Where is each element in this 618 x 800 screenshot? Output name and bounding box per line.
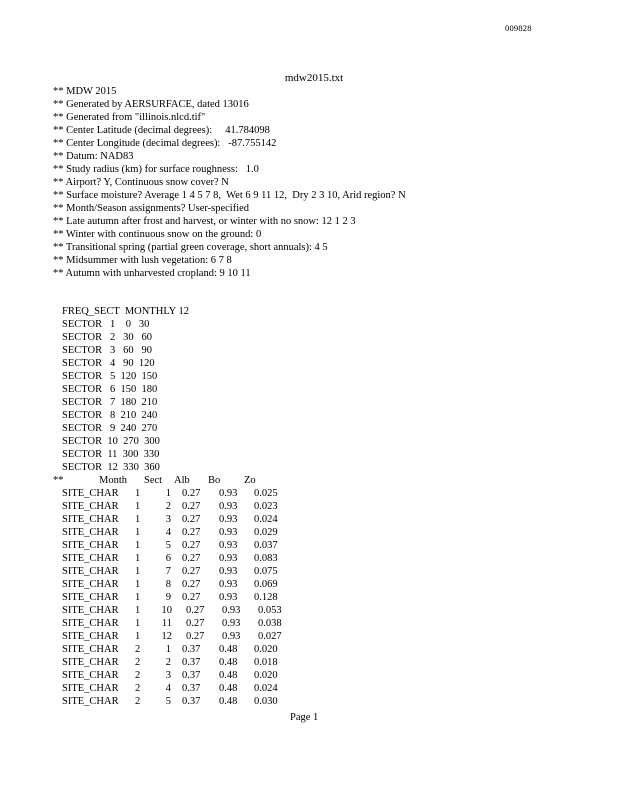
cell-alb: 0.37	[182, 670, 201, 681]
site-char-label: SITE_CHAR	[62, 696, 119, 707]
cell-sect: 5	[165, 696, 171, 707]
site-char-table	[62, 487, 302, 708]
sector-line: SECTOR 8 210 240	[62, 410, 158, 421]
cell-month: 1	[135, 618, 141, 629]
cell-zo: 0.128	[254, 592, 278, 603]
cell-bo: 0.93	[219, 553, 238, 564]
cell-month: 1	[135, 514, 141, 525]
cell-alb: 0.27	[182, 527, 201, 538]
sector-line: SECTOR 7 180 210	[62, 397, 158, 408]
sector-line: SECTOR 11 300 330	[62, 449, 160, 460]
header-line: ** Month/Season assignments? User-specified	[53, 203, 250, 214]
table-row	[62, 578, 302, 591]
cell-bo: 0.48	[219, 683, 238, 694]
header-line: ** Transitional spring (partial green coverage, short annuals): 4 5	[53, 242, 328, 253]
cell-bo: 0.93	[222, 631, 241, 642]
cell-month: 1	[135, 540, 141, 551]
table-row	[62, 656, 302, 669]
cell-zo: 0.030	[254, 696, 278, 707]
cell-zo: 0.069	[254, 579, 278, 590]
header-line: ** Generated by AERSURFACE, dated 13016	[53, 99, 249, 110]
cell-sect: 8	[165, 579, 171, 590]
cell-zo: 0.018	[254, 657, 278, 668]
cell-alb: 0.37	[182, 657, 201, 668]
header-line: ** Midsummer with lush vegetation: 6 7 8	[53, 255, 232, 266]
site-char-label: SITE_CHAR	[62, 683, 119, 694]
cell-bo: 0.93	[219, 514, 238, 525]
sector-line: SECTOR 2 30 60	[62, 332, 152, 343]
cell-month: 1	[135, 501, 141, 512]
site-char-label: SITE_CHAR	[62, 644, 119, 655]
cell-zo: 0.037	[254, 540, 278, 551]
cell-month: 2	[135, 696, 141, 707]
sector-line: SECTOR 3 60 90	[62, 345, 152, 356]
cell-sect: 11	[161, 618, 172, 629]
site-char-label: SITE_CHAR	[62, 540, 119, 551]
cell-sect: 5	[165, 540, 171, 551]
cell-month: 1	[135, 566, 141, 577]
cell-zo: 0.024	[254, 683, 278, 694]
site-char-label: SITE_CHAR	[62, 527, 119, 538]
sector-line: SECTOR 4 90 120	[62, 358, 155, 369]
header-line: ** Airport? Y, Continuous snow cover? N	[53, 177, 229, 188]
cell-sect: 3	[165, 514, 171, 525]
cell-alb: 0.27	[182, 540, 201, 551]
cell-alb: 0.27	[182, 592, 201, 603]
site-char-label: SITE_CHAR	[62, 566, 119, 577]
site-char-label: SITE_CHAR	[62, 618, 119, 629]
header-line: ** Late autumn after frost and harvest, or winter with no snow: 12 1 2 3	[53, 216, 356, 227]
header-line: ** Center Latitude (decimal degrees): 41.784098	[53, 125, 270, 136]
cell-zo: 0.083	[254, 553, 278, 564]
header-line: ** Study radius (km) for surface roughness: 1.0	[53, 164, 259, 175]
cell-alb: 0.37	[182, 696, 201, 707]
site-char-label: SITE_CHAR	[62, 488, 119, 499]
cell-sect: 4	[165, 527, 171, 538]
cell-bo: 0.93	[219, 527, 238, 538]
cell-month: 1	[135, 592, 141, 603]
header-line: ** MDW 2015	[53, 86, 117, 97]
cell-alb: 0.27	[186, 618, 205, 629]
header-line: ** Datum: NAD83	[53, 151, 134, 162]
site-char-label: SITE_CHAR	[62, 514, 119, 525]
cell-bo: 0.93	[219, 592, 238, 603]
table-row	[62, 630, 302, 643]
cell-zo: 0.023	[254, 501, 278, 512]
header-line: ** Center Longitude (decimal degrees): -87.755142	[53, 138, 277, 149]
cell-zo: 0.029	[254, 527, 278, 538]
comment-marker: **	[53, 475, 64, 486]
table-row	[62, 617, 302, 630]
cell-zo: 0.027	[258, 631, 282, 642]
sector-line: SECTOR 6 150 180	[62, 384, 158, 395]
table-row	[62, 643, 302, 656]
freq-sect-line: FREQ_SECT MONTHLY 12	[62, 306, 189, 317]
site-char-label: SITE_CHAR	[62, 592, 119, 603]
table-row	[62, 682, 302, 695]
cell-sect: 1	[165, 488, 171, 499]
cell-month: 1	[135, 631, 141, 642]
site-char-label: SITE_CHAR	[62, 501, 119, 512]
cell-zo: 0.024	[254, 514, 278, 525]
cell-zo: 0.025	[254, 488, 278, 499]
cell-sect: 6	[165, 553, 171, 564]
cell-month: 1	[135, 527, 141, 538]
cell-month: 2	[135, 657, 141, 668]
table-row	[62, 604, 302, 617]
cell-alb: 0.37	[182, 683, 201, 694]
table-row	[62, 669, 302, 682]
column-sect: Sect	[144, 475, 163, 486]
cell-sect: 3	[165, 670, 171, 681]
cell-zo: 0.053	[258, 605, 282, 616]
cell-alb: 0.27	[182, 514, 201, 525]
column-bo: Bo	[208, 475, 221, 486]
cell-bo: 0.93	[222, 618, 241, 629]
freq-sector-block	[62, 305, 189, 474]
cell-month: 1	[135, 488, 141, 499]
cell-bo: 0.48	[219, 644, 238, 655]
header-line: ** Autumn with unharvested cropland: 9 10 11	[53, 268, 251, 279]
table-row	[62, 526, 302, 539]
table-row	[62, 513, 302, 526]
header-line: ** Generated from "illinois.nlcd.tif"	[53, 112, 206, 123]
page-number: Page 1	[290, 712, 319, 723]
cell-month: 1	[135, 579, 141, 590]
cell-alb: 0.27	[182, 501, 201, 512]
cell-sect: 2	[165, 657, 171, 668]
header-comment-block	[53, 85, 406, 280]
column-alb: Alb	[174, 475, 190, 486]
table-row	[62, 487, 302, 500]
site-char-label: SITE_CHAR	[62, 579, 119, 590]
cell-alb: 0.27	[186, 631, 205, 642]
cell-sect: 7	[165, 566, 171, 577]
site-char-label: SITE_CHAR	[62, 605, 119, 616]
table-row	[62, 539, 302, 552]
cell-alb: 0.27	[186, 605, 205, 616]
cell-bo: 0.48	[219, 696, 238, 707]
sector-line: SECTOR 5 120 150	[62, 371, 158, 382]
cell-sect: 4	[165, 683, 171, 694]
sector-line: SECTOR 10 270 300	[62, 436, 160, 447]
cell-sect: 9	[165, 592, 171, 603]
header-line: ** Winter with continuous snow on the ground: 0	[53, 229, 262, 240]
header-line: ** Surface moisture? Average 1 4 5 7 8, Wet 6 9 11 12, Dry 2 3 10, Arid region? N	[53, 190, 406, 201]
document-id: 009828	[505, 23, 532, 33]
site-char-label: SITE_CHAR	[62, 657, 119, 668]
cell-alb: 0.27	[182, 579, 201, 590]
table-row	[62, 695, 302, 708]
cell-month: 1	[135, 605, 141, 616]
cell-sect: 2	[165, 501, 171, 512]
cell-alb: 0.27	[182, 488, 201, 499]
document-title: mdw2015.txt	[284, 72, 344, 84]
cell-zo: 0.020	[254, 670, 278, 681]
cell-month: 2	[135, 670, 141, 681]
cell-bo: 0.93	[219, 566, 238, 577]
table-row	[62, 552, 302, 565]
cell-alb: 0.27	[182, 553, 201, 564]
cell-bo: 0.93	[219, 501, 238, 512]
table-row	[62, 500, 302, 513]
column-month: Month	[99, 475, 128, 486]
cell-month: 1	[135, 553, 141, 564]
cell-zo: 0.020	[254, 644, 278, 655]
sector-line: SECTOR 1 0 30	[62, 319, 150, 330]
cell-zo: 0.038	[258, 618, 282, 629]
cell-bo: 0.93	[219, 579, 238, 590]
cell-alb: 0.37	[182, 644, 201, 655]
cell-alb: 0.27	[182, 566, 201, 577]
cell-sect: 10	[161, 605, 172, 616]
column-zo: Zo	[244, 475, 256, 486]
cell-bo: 0.93	[219, 488, 238, 499]
sector-line: SECTOR 9 240 270	[62, 423, 158, 434]
cell-bo: 0.48	[219, 657, 238, 668]
table-row	[62, 591, 302, 604]
site-char-label: SITE_CHAR	[62, 670, 119, 681]
site-char-label: SITE_CHAR	[62, 553, 119, 564]
cell-month: 2	[135, 644, 141, 655]
table-row	[62, 565, 302, 578]
site-char-column-header	[53, 474, 293, 487]
cell-bo: 0.93	[222, 605, 241, 616]
cell-month: 2	[135, 683, 141, 694]
site-char-label: SITE_CHAR	[62, 631, 119, 642]
cell-sect: 12	[161, 631, 172, 642]
sector-line: SECTOR 12 330 360	[62, 462, 160, 473]
cell-zo: 0.075	[254, 566, 278, 577]
cell-bo: 0.93	[219, 540, 238, 551]
cell-bo: 0.48	[219, 670, 238, 681]
cell-sect: 1	[165, 644, 171, 655]
